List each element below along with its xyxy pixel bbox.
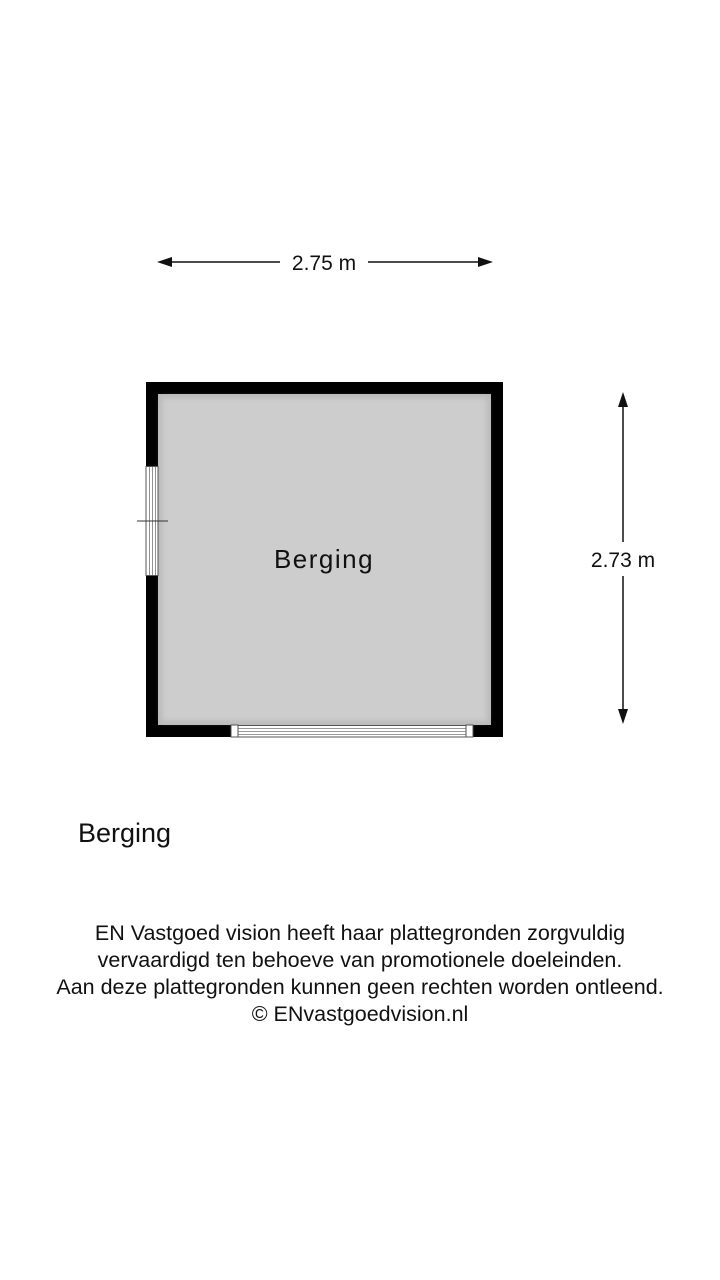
- disclaimer-line: vervaardigd ten behoeve van promotionele doeleinden.: [97, 948, 623, 972]
- room-label: Berging: [273, 544, 375, 574]
- width-arrow-left-icon: [157, 257, 172, 267]
- disclaimer-line: EN Vastgoed vision heeft haar plattegronden zorgvuldig: [94, 921, 626, 945]
- floor-title: Berging: [78, 818, 172, 848]
- room-berging: [137, 382, 503, 737]
- width-arrow-right-icon: [478, 257, 493, 267]
- disclaimer-line: Aan deze plattegronden kunnen geen rechten worden ontleend.: [56, 975, 664, 999]
- height-dimension: [591, 392, 655, 724]
- copyright-line: © ENvastgoedvision.nl: [251, 1002, 469, 1026]
- width-dimension: [157, 252, 493, 275]
- door-bottom-icon: [231, 725, 473, 737]
- height-dimension-label: 2.73 m: [590, 549, 656, 572]
- height-arrow-bottom-icon: [618, 709, 628, 724]
- height-arrow-top-icon: [618, 392, 628, 407]
- disclaimer: [0, 920, 720, 1028]
- width-dimension-label: 2.75 m: [291, 252, 357, 275]
